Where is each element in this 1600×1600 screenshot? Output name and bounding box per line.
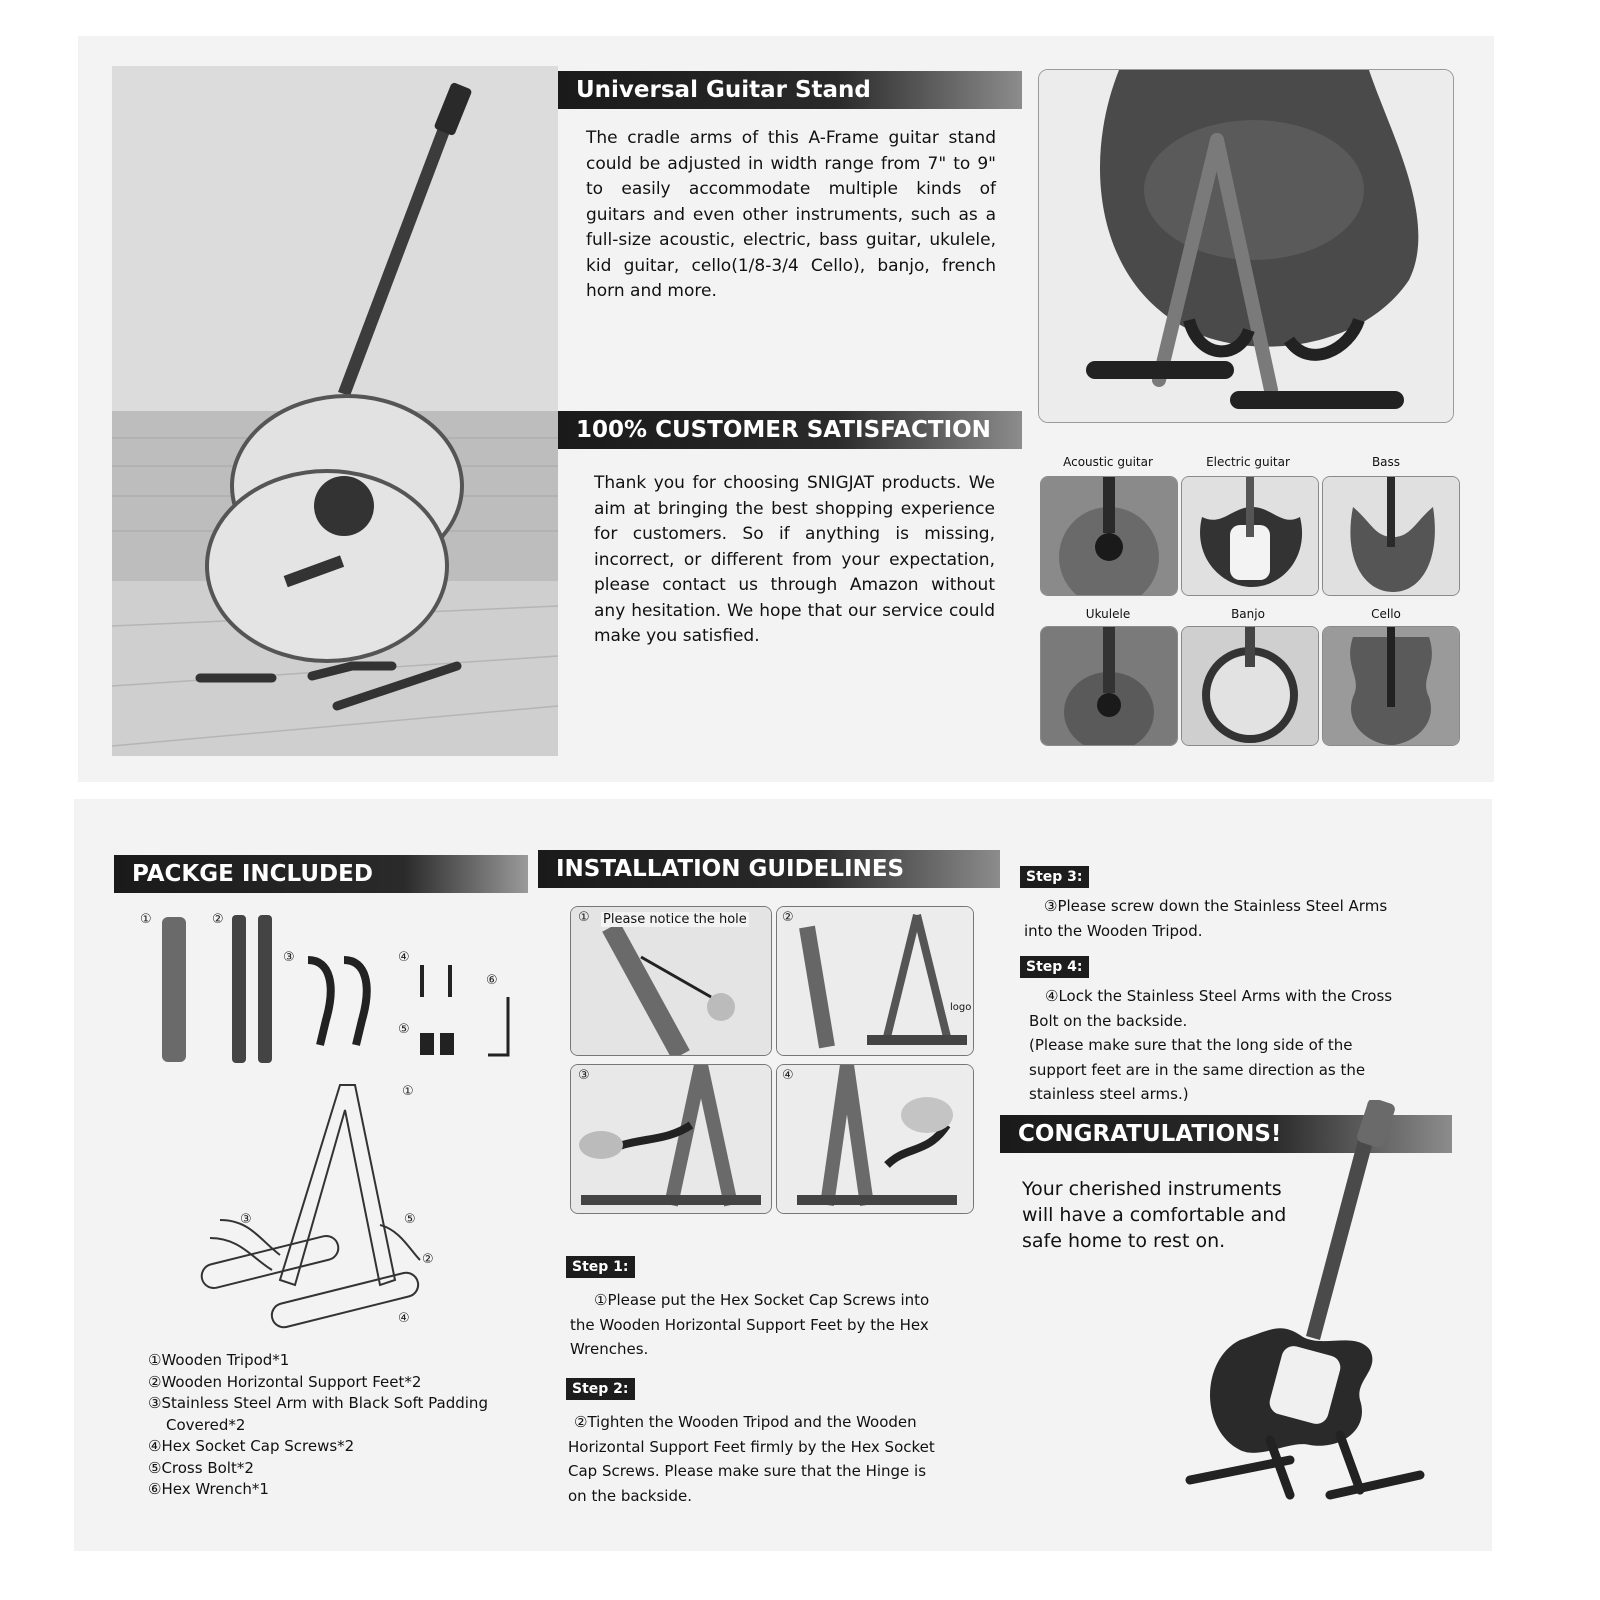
step-2-text: ②Tighten the Wooden Tripod and the Wooden Horizontal Support Feet firmly by the Hex Socket Cap Screws. Please make sure that the Hinge is on the backside. (568, 1413, 935, 1505)
cello-thumb (1322, 626, 1460, 746)
ukulele-thumb (1040, 626, 1178, 746)
step-4-text: ④Lock the Stainless Steel Arms with the Cross Bolt on the backside. (Please make sure that the long side of the support feet are in the same direction as the stainless steel arms.) (1029, 987, 1393, 1103)
instrument-label-ukulele: Ukulele (1085, 607, 1131, 621)
package-item: ④Hex Socket Cap Screws*2 (148, 1437, 355, 1455)
banjo-thumb (1181, 626, 1319, 746)
install-photo-3 (570, 1064, 772, 1214)
package-item: ②Wooden Horizontal Support Feet*2 (148, 1372, 422, 1391)
assembled-marker-2: ② (422, 1252, 434, 1267)
assembled-marker-1: ① (402, 1084, 414, 1099)
instrument-label-banjo: Banjo (1231, 607, 1265, 621)
part-marker-6: ⑥ (486, 973, 498, 988)
package-item: ③Stainless Steel Arm with Black Soft Padding (148, 1394, 488, 1412)
package-item: ⑥Hex Wrench*1 (148, 1480, 269, 1498)
electric-guitar-thumb (1181, 476, 1319, 596)
step-1-text: ①Please put the Hex Socket Cap Screws into the Wooden Horizontal Support Feet by the Hex Wrenches. (570, 1291, 930, 1358)
part-marker-3: ③ (283, 950, 295, 965)
instrument-label-acoustic: Acoustic guitar (1063, 455, 1153, 469)
part-marker-1: ① (140, 912, 152, 927)
package-item: ⑤Cross Bolt*2 (148, 1458, 254, 1477)
assembled-marker-5: ⑤ (404, 1212, 416, 1227)
step-3-tag: Step 3: (1020, 866, 1089, 888)
package-parts-diagram (130, 905, 520, 1075)
universal-guitar-stand-banner: Universal Guitar Stand (558, 71, 1022, 109)
instrument-label-cello: Cello (1371, 607, 1401, 621)
steel-arm-part-a (308, 960, 331, 1045)
support-foot-part-a (232, 915, 246, 1063)
congratulations-banner: CONGRATULATIONS! (1000, 1115, 1452, 1153)
step-2-tag: Step 2: (566, 1378, 635, 1400)
install-photo-2 (776, 906, 974, 1056)
cross-bolt-part-a (420, 1033, 434, 1055)
electric-guitar-on-stand-image (1180, 1100, 1440, 1520)
instrument-label-bass: Bass (1371, 455, 1401, 469)
step-4-tag: Step 4: (1020, 956, 1089, 978)
bass-thumb (1322, 476, 1460, 596)
stand-closeup-photo (1038, 69, 1454, 423)
acoustic-guitar-thumb (1040, 476, 1178, 596)
install-photo-4 (776, 1064, 974, 1214)
customer-satisfaction-text: Thank you for choosing SNIGJAT products. We aim at bringing the best shopping experience for customers. So if anything is missing, incorrect, or different from your expectation, please contact us through Amazon without any hesitation. We hope that our service could make you satisfied. (594, 473, 995, 646)
package-item: ①Wooden Tripod*1 (148, 1351, 290, 1369)
congratulations-text: Your cherished instruments will have a comfortable and safe home to rest on. (1022, 1178, 1287, 1252)
install-photo-4-marker: ④ (782, 1068, 794, 1083)
universal-guitar-stand-text: The cradle arms of this A-Frame guitar stand could be adjusted in width range from 7" to 9" to easily accommodate multiple kinds of guitars and even other instruments, such as a full-size acoustic, electric, bass guitar, ukulele, kid guitar, cello(1/8-3/4 Cello), banjo, french horn and more. (586, 128, 996, 301)
acoustic-guitar-on-stand-image (112, 66, 558, 756)
package-items-list (148, 1350, 488, 1501)
part-marker-5: ⑤ (398, 1022, 410, 1037)
installation-guidelines-banner: INSTALLATION GUIDELINES (538, 850, 1000, 888)
package-included-banner: PACKGE INCLUDED (114, 855, 528, 893)
customer-satisfaction-banner: 100% CUSTOMER SATISFACTION (558, 411, 1022, 449)
assembled-stand-diagram (180, 1080, 450, 1340)
support-foot-part-b (258, 915, 272, 1063)
install-photo-3-marker: ③ (578, 1068, 590, 1083)
install-photo-1-note: Please notice the hole (603, 912, 747, 927)
steel-arm-part-b (344, 960, 367, 1045)
install-photo-1 (570, 906, 772, 1056)
part-marker-2: ② (212, 912, 224, 927)
install-photo-2-logo-label: logo (950, 1002, 972, 1013)
guitar-stand-closeup-image (1039, 70, 1453, 422)
instrument-label-electric: Electric guitar (1206, 455, 1290, 469)
hex-wrench-part (488, 997, 508, 1055)
wooden-tripod-part (162, 917, 186, 1062)
assembled-marker-3: ③ (240, 1212, 252, 1227)
install-photo-2-marker: ② (782, 910, 794, 925)
part-marker-4: ④ (398, 950, 410, 965)
step-3-text: ③Please screw down the Stainless Steel Arms into the Wooden Tripod. (1024, 897, 1388, 940)
package-item: Covered*2 (166, 1415, 246, 1434)
cross-bolt-part-b (440, 1033, 454, 1055)
install-photo-1-marker: ① (578, 910, 590, 925)
assembled-marker-4: ④ (398, 1311, 410, 1326)
step-1-tag: Step 1: (566, 1256, 635, 1278)
hero-acoustic-guitar-photo (112, 66, 558, 756)
